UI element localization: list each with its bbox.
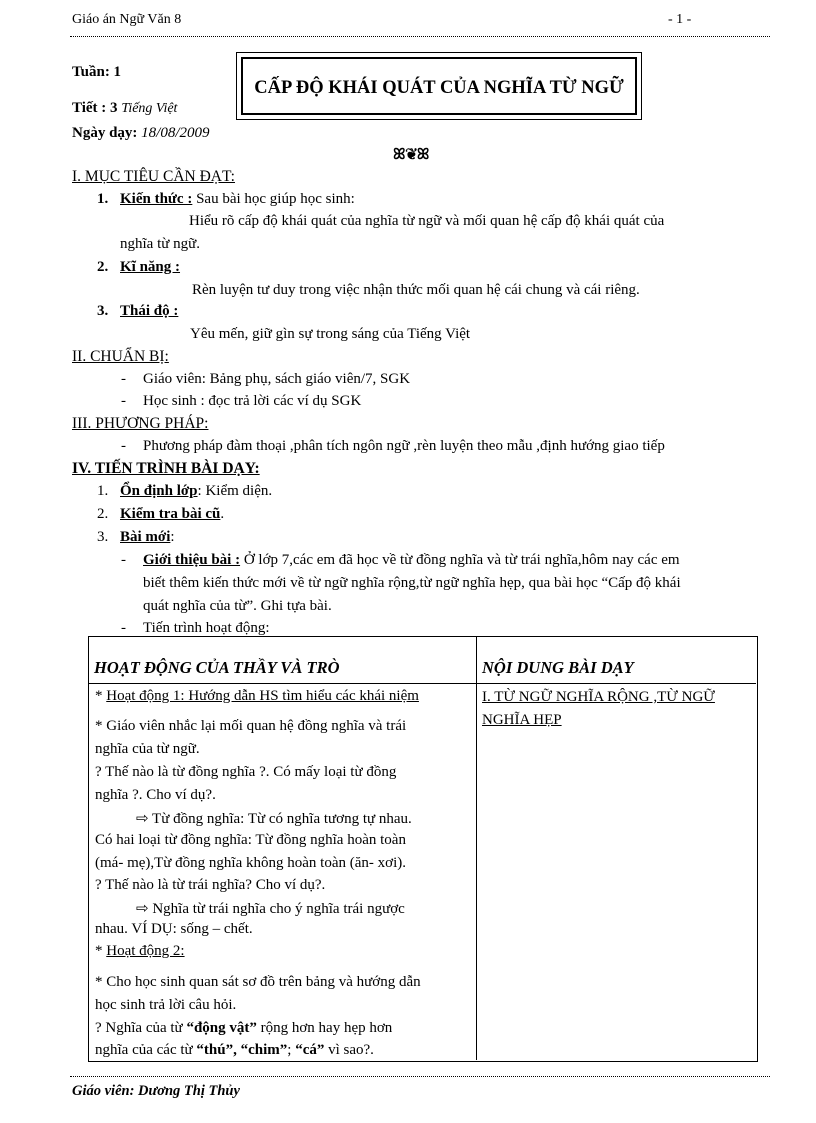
table-line: ⇨ Từ đồng nghĩa: Từ có nghĩa tương tự nhau. [136, 811, 412, 827]
progress-text: Tiến trình hoạt động: [143, 620, 270, 636]
item1-label: Kiến thức : [120, 191, 193, 207]
header-rule [70, 36, 770, 37]
s4-item3-number: 3. [97, 529, 109, 545]
item2-label: Kĩ năng : [120, 259, 181, 275]
table-column-divider [476, 636, 477, 1060]
table-line: ⇨ Nghĩa từ trái nghĩa cho ý nghĩa trái ngược [136, 901, 405, 917]
item1-text: Sau bài học giúp học sinh: [192, 191, 355, 207]
period-label: Tiết : 3 [72, 100, 118, 116]
activity2-title: Hoạt động 2: [106, 943, 185, 959]
table-header-activities: HOẠT ĐỘNG CỦA THẦY VÀ TRÒ [94, 658, 340, 677]
bullet-dash: - [121, 371, 126, 387]
table-header-content: NỘI DUNG BÀI DẠY [482, 658, 634, 677]
table-header-divider [88, 683, 756, 684]
s4-item1-label: Ổn định lớp [120, 483, 198, 499]
activity1-title: Hoạt động 1: Hướng dẫn HS tìm hiểu các khái niệm [106, 688, 419, 704]
content-heading-line1: I. TỪ NGỮ NGHĨA RỘNG ,TỪ NGỮ [482, 689, 715, 705]
table-line: ? Thế nào là từ đồng nghĩa ?. Có mấy loại từ đồng [95, 764, 397, 780]
date-value: 18/08/2009 [141, 125, 210, 141]
item1-line [120, 191, 355, 208]
intro-line1 [143, 552, 680, 569]
date-label: Ngày dạy: [72, 125, 138, 141]
item3-label: Thái độ : [120, 303, 179, 319]
activity2-prefix: * [95, 943, 107, 959]
table-line: nghĩa của các từ “thú”, “chim”; “cá” vì sao?. [95, 1042, 374, 1058]
intro-line3: quát nghĩa của từ”. Ghi tựa bài. [143, 598, 332, 614]
table-line: nhau. VÍ DỤ: sống – chết. [95, 921, 253, 937]
table-line: Có hai loại từ đồng nghĩa: Từ đồng nghĩa hoàn toàn [95, 832, 406, 848]
section1-heading: I. MỤC TIÊU CẦN ĐẠT: [72, 168, 235, 185]
activity1-prefix: * [95, 688, 107, 704]
s4-item3-text: : [170, 529, 175, 545]
bullet-dash: - [121, 620, 126, 636]
bullet-dash: - [121, 393, 126, 409]
item1-line2: Hiểu rõ cấp độ khái quát của nghĩa từ ngữ và mối quan hệ cấp độ khái quát của [189, 213, 665, 229]
section2-bullet2: Học sinh : đọc trả lời các ví dụ SGK [143, 393, 362, 409]
s4-item2-line [120, 506, 224, 523]
section4-heading: IV. TIẾN TRÌNH BÀI DẠY: [72, 460, 260, 477]
s4-item1-number: 1. [97, 483, 109, 499]
s4-item1-text: : Kiểm diện. [197, 483, 273, 499]
intro-text: Ở lớp 7,các em đã học về từ đồng nghĩa và từ trái nghĩa,hôm nay các em [240, 552, 680, 568]
activity2-heading [95, 943, 185, 960]
table-line: ? Nghĩa của từ “động vật” rộng hơn hay hẹp hơn [95, 1020, 393, 1036]
intro-label: Giới thiệu bài : [143, 552, 241, 568]
bullet-dash: - [121, 552, 126, 568]
ornament: ꕤ❦ꕤ [393, 147, 430, 163]
section3-heading: III. PHƯƠNG PHÁP: [72, 415, 209, 432]
s4-item2-label: Kiểm tra bài cũ [120, 506, 221, 522]
item1-number: 1. [97, 191, 109, 207]
page-number: - 1 - [668, 12, 692, 27]
activity1-heading [95, 688, 419, 705]
table-line: nghĩa ?. Cho ví dụ?. [95, 787, 216, 803]
period-subject: Tiếng Việt [121, 101, 178, 116]
header-title: Giáo án Ngữ Văn 8 [72, 12, 182, 27]
content-heading-line2: NGHĨA HẸP [482, 712, 562, 728]
arrow-right-icon: ⇨ [136, 901, 149, 917]
title-box-inner [241, 57, 637, 115]
item3-text: Yêu mến, giữ gìn sự trong sáng của Tiếng Việt [190, 326, 471, 342]
title-box [236, 52, 642, 120]
section2-heading: II. CHUẨN BỊ: [72, 348, 169, 365]
period-line [72, 100, 177, 117]
date-line [72, 125, 210, 142]
page-title: CẤP ĐỘ KHÁI QUÁT CỦA NGHĨA TỪ NGỮ [254, 78, 624, 98]
s4-item2-text: . [220, 506, 225, 522]
footer-teacher: Giáo viên: Dương Thị Thủy [72, 1083, 240, 1099]
footer-rule [70, 1076, 770, 1077]
section3-bullet1: Phương pháp đàm thoại ,phân tích ngôn ngữ ,rèn luyện theo mẫu ,định hướng giao tiếp [143, 438, 665, 454]
item3-number: 3. [97, 303, 109, 319]
intro-line2: biết thêm kiến thức mới về từ ngữ nghĩa rộng,từ ngữ nghĩa hẹp, qua bài học “Cấp độ khái [143, 575, 681, 591]
s4-item2-number: 2. [97, 506, 109, 522]
s4-item1-line [120, 483, 272, 500]
section2-bullet1: Giáo viên: Bảng phụ, sách giáo viên/7, SGK [143, 371, 411, 387]
arrow-right-icon: ⇨ [136, 811, 149, 827]
item1-line3: nghĩa từ ngữ. [120, 236, 201, 252]
bullet-dash: - [121, 438, 126, 454]
table-line: * Giáo viên nhắc lại mối quan hệ đồng nghĩa và trái [95, 718, 407, 734]
table-line: (má- mẹ),Từ đồng nghĩa không hoàn toàn (ăn- xơi). [95, 855, 406, 871]
table-line: nghĩa của từ ngữ. [95, 741, 200, 757]
item2-text: Rèn luyện tư duy trong việc nhận thức mối quan hệ cái chung và cái riêng. [192, 282, 640, 298]
table-line: ? Thế nào là từ trái nghĩa? Cho ví dụ?. [95, 877, 326, 893]
item2-number: 2. [97, 259, 109, 275]
s4-item3-label: Bài mới [120, 529, 171, 545]
week-label: Tuần: 1 [72, 64, 122, 80]
table-line: học sinh trả lời câu hỏi. [95, 997, 237, 1013]
table-line: * Cho học sinh quan sát sơ đồ trên bảng và hướng dẫn [95, 974, 421, 990]
s4-item3-line [120, 529, 175, 546]
